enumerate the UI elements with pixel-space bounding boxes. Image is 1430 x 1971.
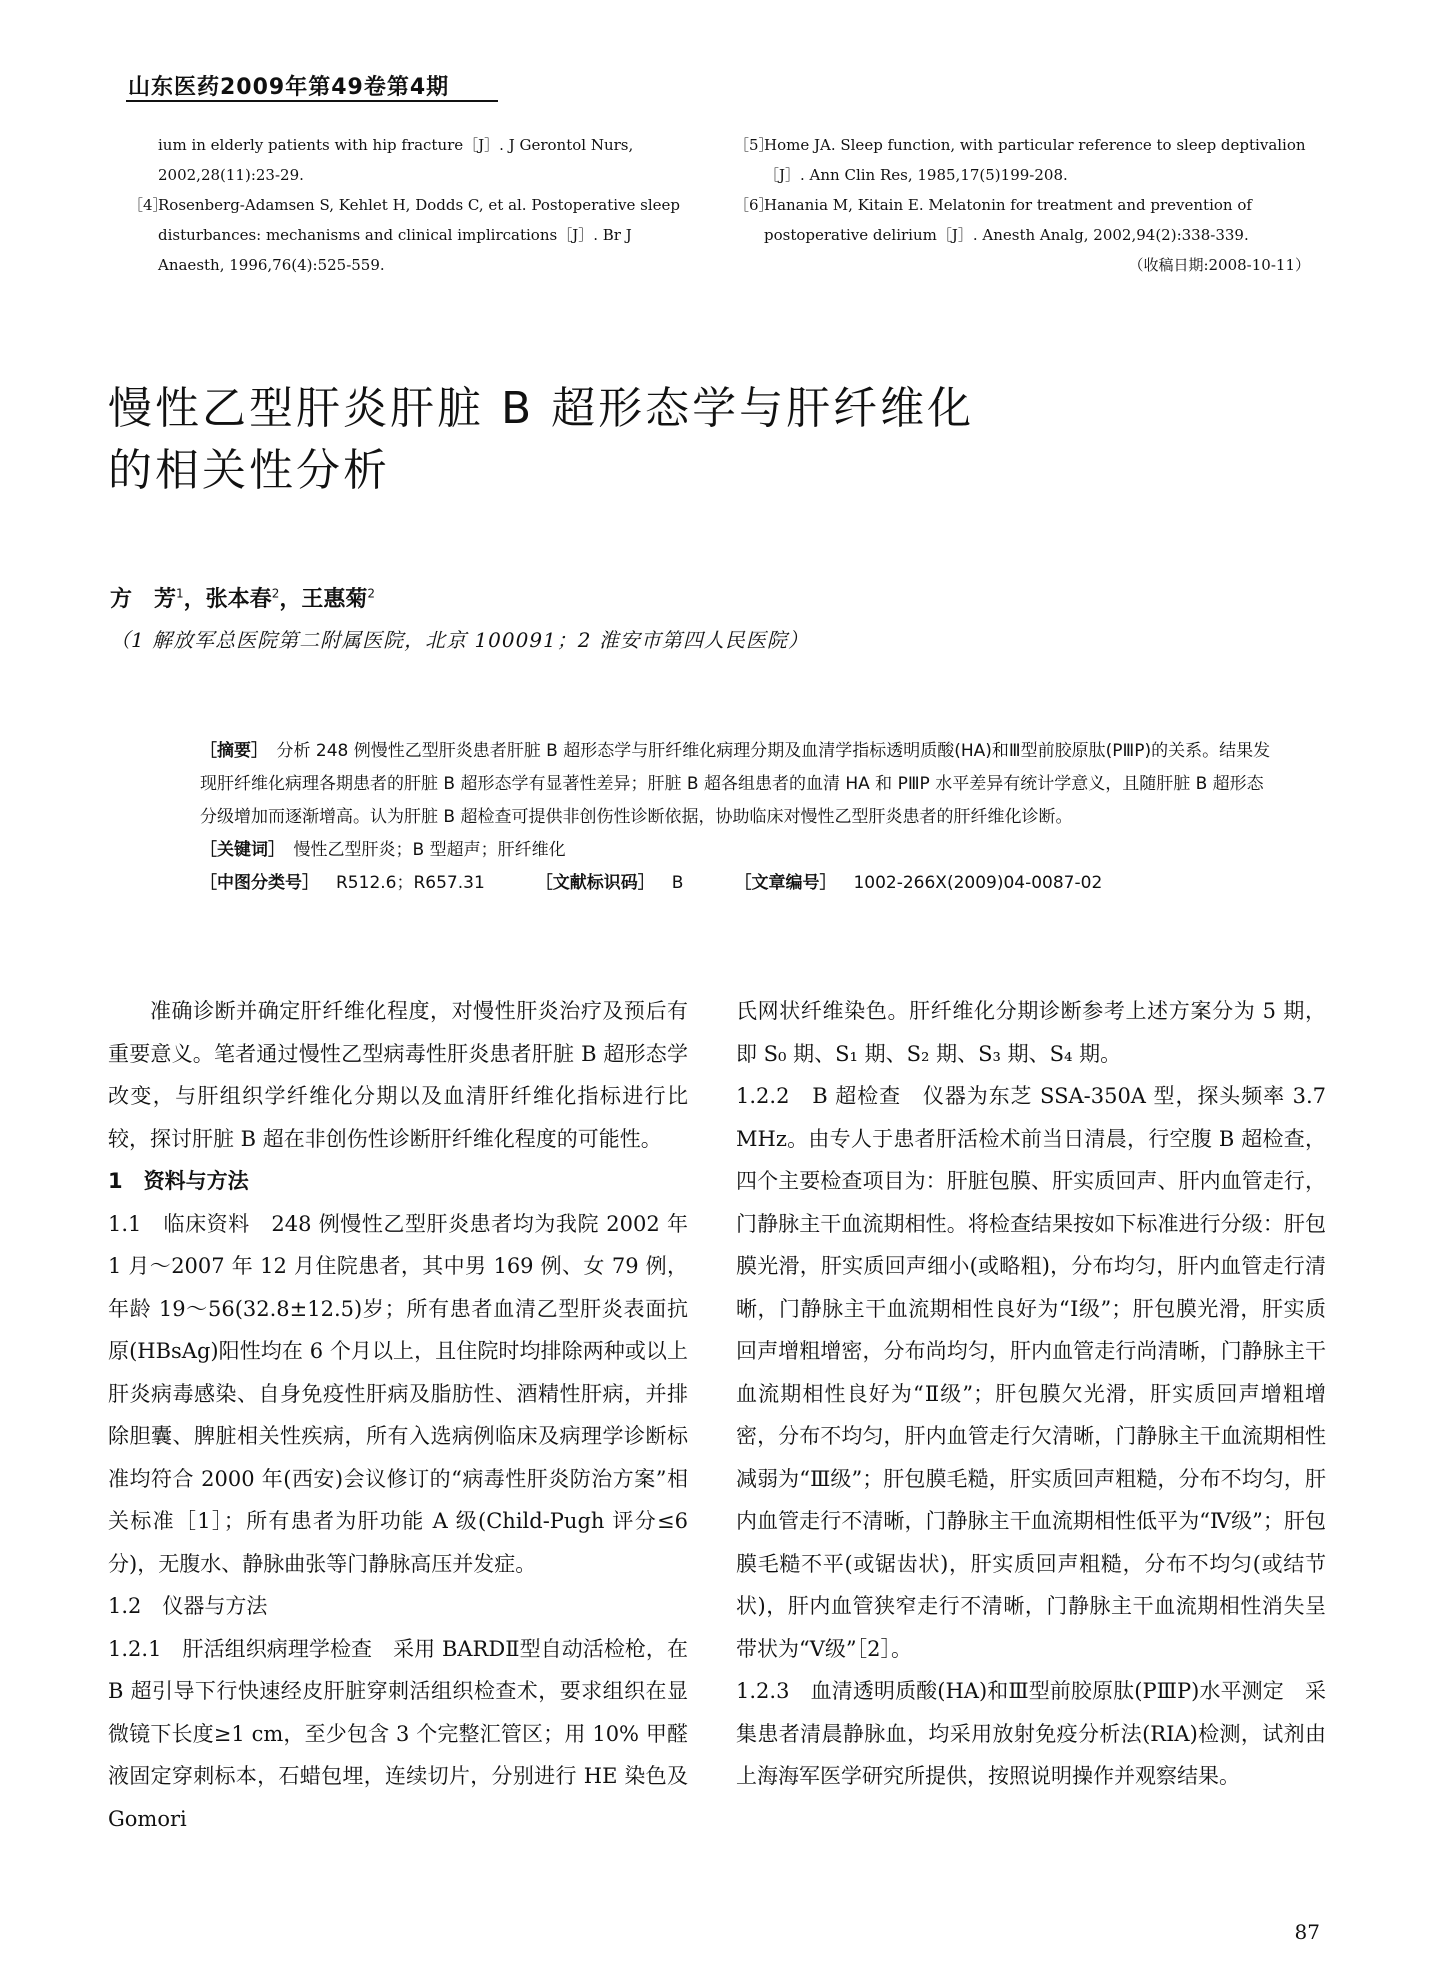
subsection-heading: 1.2 仪器与方法 [108,1594,268,1618]
author-aff: 2 [367,586,375,601]
paper-title [108,378,1328,502]
author-name: 方 芳 [110,587,177,612]
references-right [734,130,1310,280]
journal-header: 山东医药2009年第49卷第4期 [128,75,450,100]
reference-item: ［4］ Rosenberg-Adamsen S, Kehlet H, Dodds C, et al. Postoperative sleep disturbances: mechanisms and clinical implircations［J］. Br J Anaesth, 1996,76(4):525-559. [128,196,681,274]
body-paragraph: 1.2.3 血清透明质酸(HA)和Ⅲ型前胶原肽(PⅢP)水平测定 采集患者清晨静脉血，均采用放射免疫分析法(RIA)检测，试剂由上海海军医学研究所提供，按照说明操作并观察结果。 [736,1679,1326,1788]
article-no-label: ［文章编号］ [734,873,837,893]
author-name: 张本春 [205,587,272,612]
abstract-block [200,735,1280,900]
body-right-column [736,990,1326,1798]
header-rule [126,100,498,102]
body-paragraph: 1.2.2 B 超检查 仪器为东芝 SSA-350A 型，探头频率 3.7 MHz。由专人于患者肝活检术前当日清晨，行空腹 B 超检查，四个主要检查项目为：肝脏包膜、肝实质回声、肝内血管走行，门静脉主干血流期相性。将检查结果按如下标准进行分级：肝包膜光滑，肝实质回声细小(或略粗)，分布均匀，肝内血管走行清晰，门静脉主干血流期相性良好为“Ⅰ级”；肝包膜光滑，肝实质回声增粗增密，分布尚均匀，肝内血管走行尚清晰，门静脉主干血流期相性良好为“Ⅱ级”；肝包膜欠光滑，肝实质回声增粗增密，分布不均匀，肝内血管走行欠清晰，门静脉主干血流期相性减弱为“Ⅲ级”；肝包膜毛糙，肝实质回声粗糙，分布不均匀，肝内血管走行不清晰，门静脉主干血流期相性低平为“Ⅳ级”；肝包膜毛糙不平(或锯齿状)，肝实质回声粗糙，分布不均匀(或结节状)，肝内血管狭窄走行不清晰，门静脉主干血流期相性消失呈带状为“Ⅴ级”［2］。 [736,1084,1326,1661]
reference-item: ium in elderly patients with hip fracture［J］. J Gerontol Nurs, 2002,28(11):23-29. [158,136,634,184]
doc-code-value: B [671,873,684,893]
article-no-value: 1002-266X(2009)04-0087-02 [853,873,1103,893]
body-paragraph: 1.2.1 肝活组织病理学检查 采用 BARDⅡ型自动活检枪，在 B 超引导下行快速经皮肝脏穿刺活组织检查术，要求组织在显微镜下长度≥1 cm，至少包含 3 个完整汇管区；用 10% 甲醛液固定穿刺标本，石蜡包埋，连续切片，分别进行 HE 染色及 Gomori [108,1636,688,1831]
keywords-label: ［关键词］ [200,840,277,860]
clc-value: R512.6；R657.31 [336,873,485,893]
clc-label: ［中图分类号］ [200,873,319,893]
reference-item: ［5］ Home JA. Sleep function, with particular reference to sleep deptivalion［J］. Ann Clin Res, 1985,17(5)199-208. [734,136,1306,184]
abstract-label: ［摘要］ [200,741,260,761]
body-paragraph: 准确诊断并确定肝纤维化程度，对慢性肝炎治疗及预后有重要意义。笔者通过慢性乙型病毒性肝炎患者肝脏 B 超形态学改变，与肝组织学纤维化分期以及血清肝纤维化指标进行比较，探讨肝脏 B 超在非创伤性诊断肝纤维化程度的可能性。 [108,999,688,1151]
references-left [128,130,688,280]
author-aff: 1 [176,586,184,601]
author-list: 方 芳$^1$，张本春$^2$，王惠菊$^2$ [110,586,375,612]
page-number: 87 [1294,1920,1320,1944]
title-line-2: 的相关性分析 [108,445,390,496]
received-date: （收稿日期:2008-10-11） [1128,256,1310,274]
section-heading: 1 资料与方法 [108,1169,249,1193]
body-paragraph: 1.1 临床资料 248 例慢性乙型肝炎患者均为我院 2002 年 1 月～2007 年 12 月住院患者，其中男 169 例、女 79 例，年龄 19～56(32.8±12.5)岁；所有患者血清乙型肝炎表面抗原(HBsAg)阳性均在 6 个月以上，且住院时均排除两种或以上肝炎病毒感染、自身免疫性肝病及脂肪性、酒精性肝病，并排除胆囊、脾脏相关性疾病，所有入选病例临床及病理学诊断标准均符合 2000 年(西安)会议修订的“病毒性肝炎防治方案”相关标准［1］；所有患者为肝功能 A 级(Child-Pugh 评分≤6 分)，无腹水、静脉曲张等门静脉高压并发症。 [108,1211,688,1576]
author-aff: 2 [271,586,280,601]
classification-line [200,867,1280,900]
author-name: 王惠菊 [301,587,368,612]
affiliation: （1 解放军总医院第二附属医院，北京 100091；2 淮安市第四人民医院） [110,628,809,652]
abstract-text: 分析 248 例慢性乙型肝炎患者肝脏 B 超形态学与肝纤维化病理分期及血清学指标透明质酸(HA)和Ⅲ型前胶原肽(PⅢP)的关系。结果发现肝纤维化病理各期患者的肝脏 B 超形态学有显著性差异；肝脏 B 超各组患者的血清 HA 和 PⅢP 水平差异有统计学意义，且随肝脏 B 超形态分级增加而逐渐增高。认为肝脏 B 超检查可提供非创伤性诊断依据，协助临床对慢性乙型肝炎患者的肝纤维化诊断。 [200,741,1271,827]
keywords [200,834,1280,867]
abstract [200,735,1280,834]
body-paragraph: 氏网状纤维染色。肝纤维化分期诊断参考上述方案分为 5 期，即 S₀ 期、S₁ 期、S₂ 期、S₃ 期、S₄ 期。 [736,999,1326,1066]
reference-item: ［6］ Hanania M, Kitain E. Melatonin for treatment and prevention of postoperative delirium［J］. Anesth Analg, 2002,94(2):338-339. [734,196,1252,244]
body-left-column [108,990,688,1840]
doc-code-label: ［文献标识码］ [535,873,655,893]
title-line-1: 慢性乙型肝炎肝脏 B 超形态学与肝纤维化 [108,383,975,434]
keywords-text: 慢性乙型肝炎；B 型超声；肝纤维化 [293,840,566,860]
